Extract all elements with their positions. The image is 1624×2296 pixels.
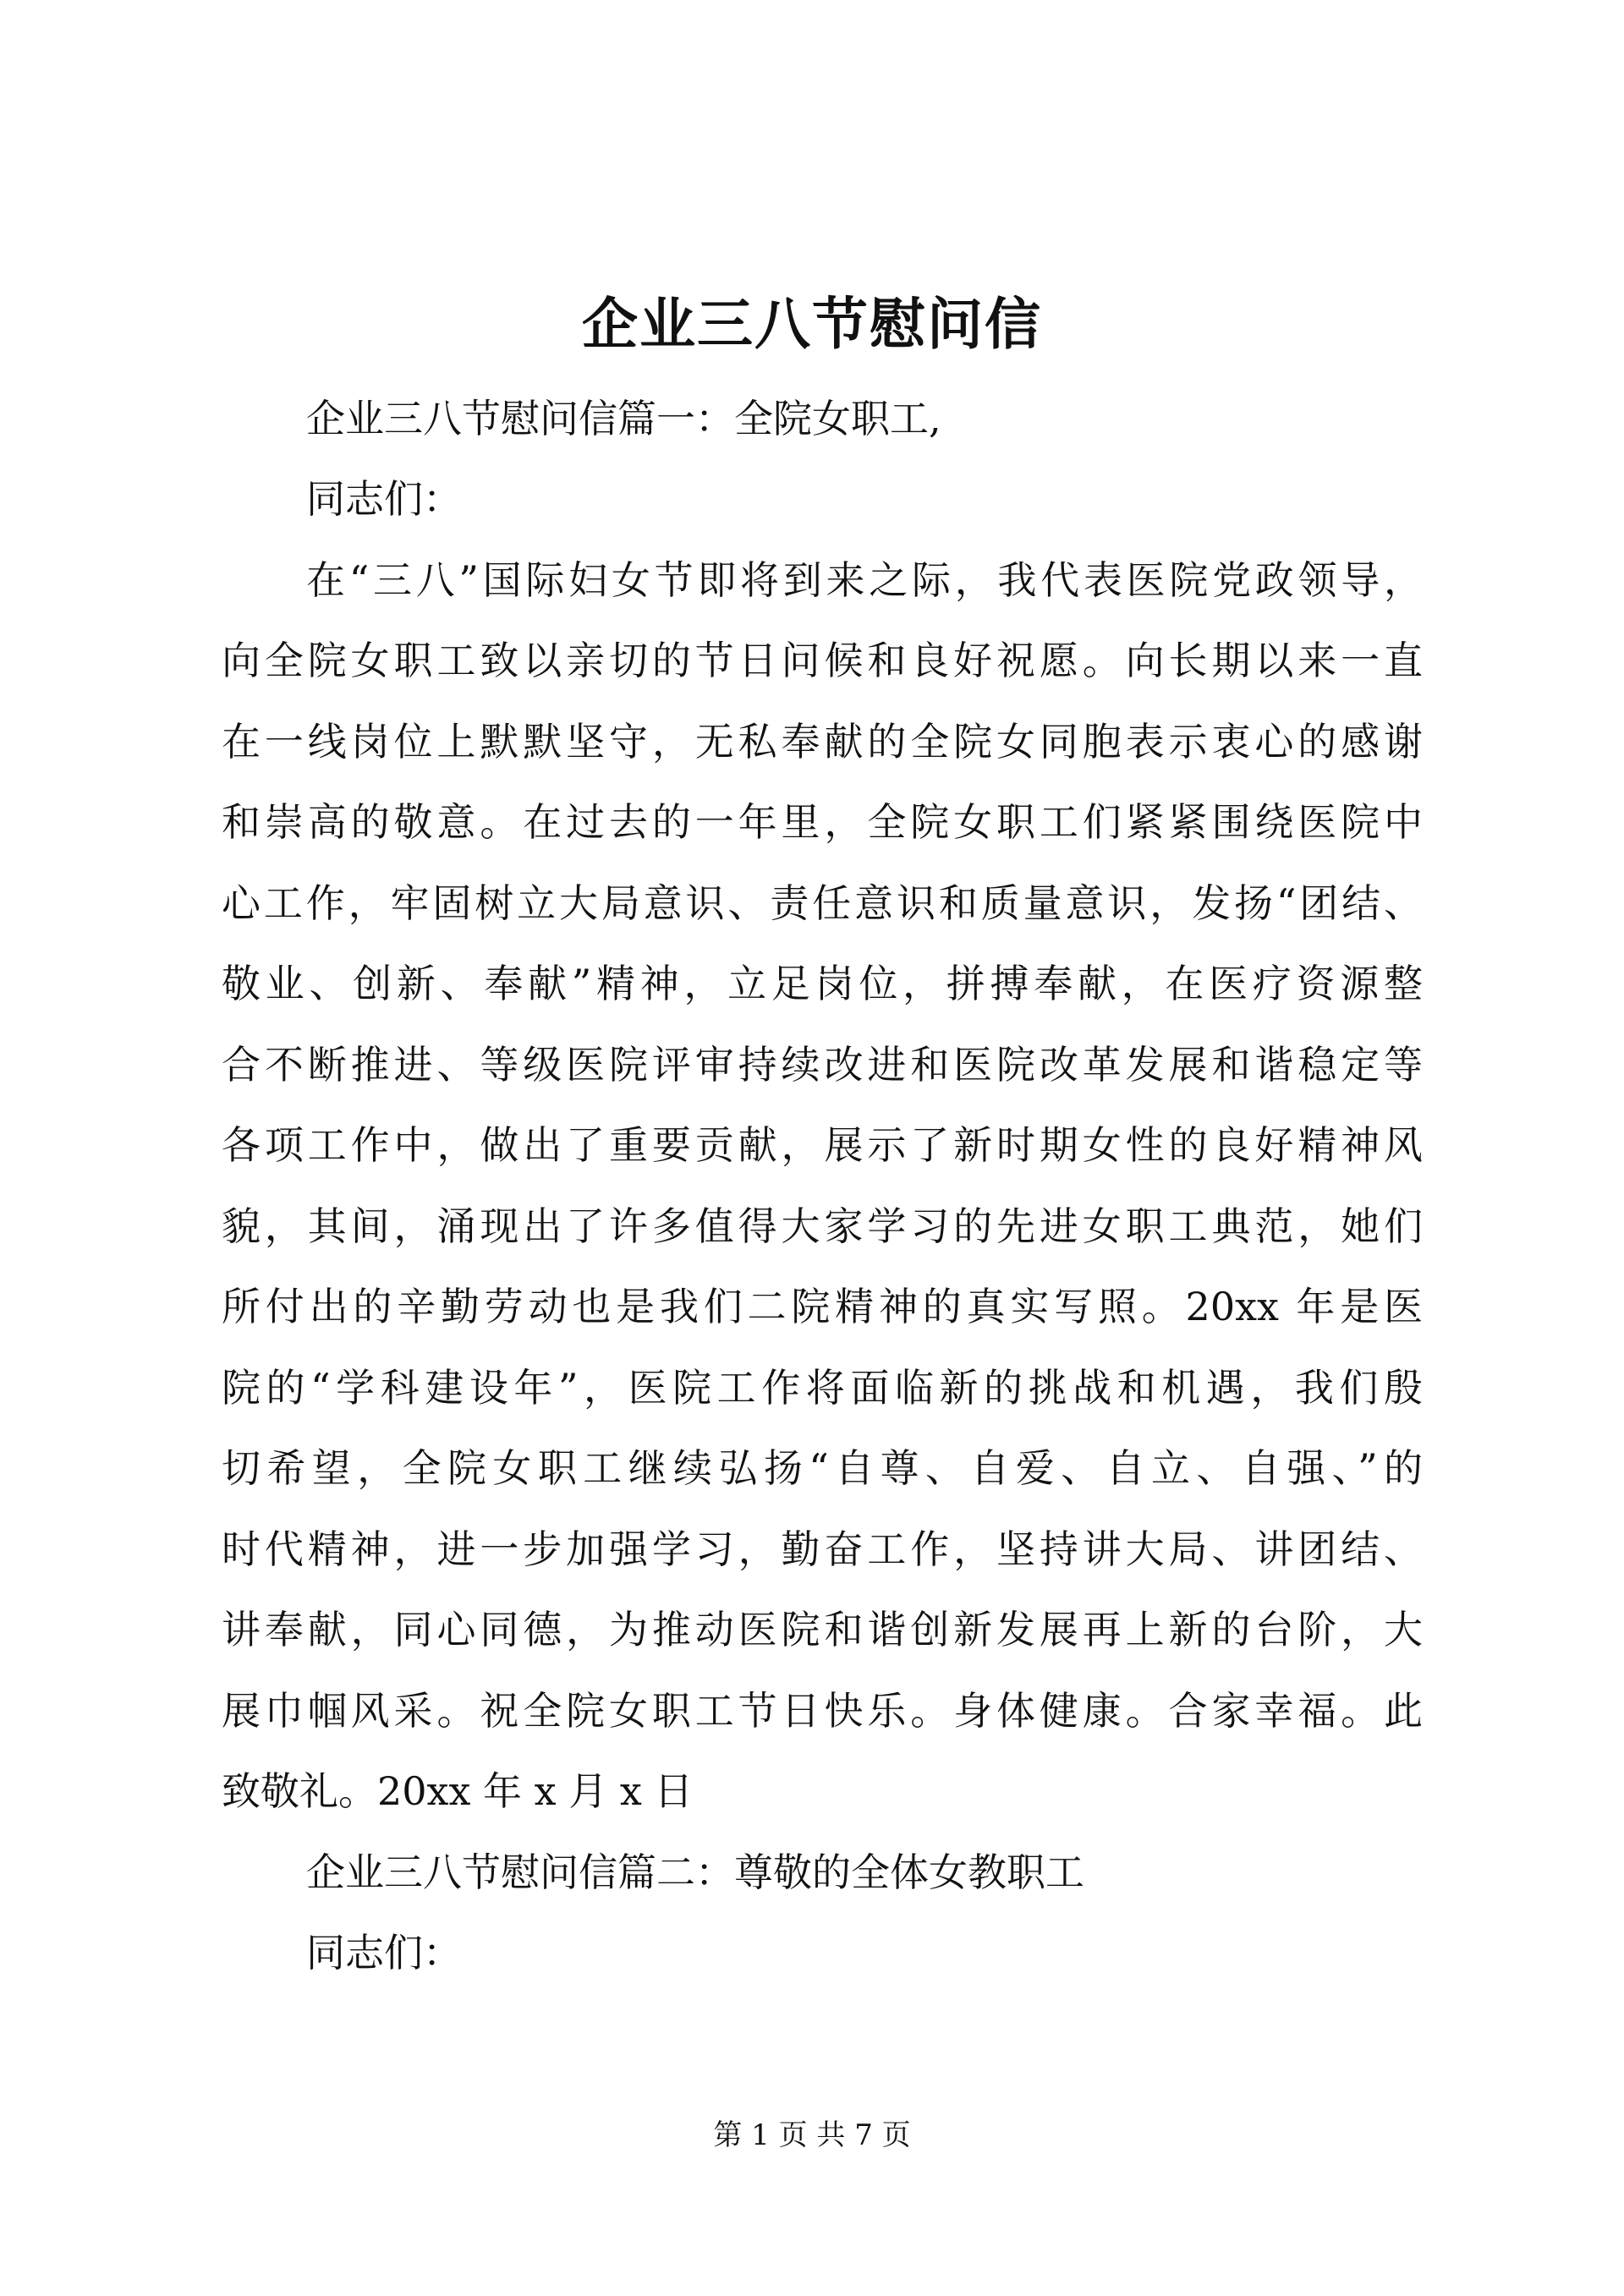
section1-body-line: 和崇高的敬意。在过去的一年里，全院女职工们紧紧围绕医院中 [222, 799, 1423, 845]
section2-heading: 企业三八节慰问信篇二：尊敬的全体女教职工 [306, 1849, 1084, 1895]
section1-body-line: 向全院女职工致以亲切的节日问候和良好祝愿。向长期以来一直 [222, 638, 1423, 683]
section1-body-line: 所付出的辛勤劳动也是我们二院精神的真实写照。20xx 年是医 [222, 1284, 1423, 1329]
section1-body-line: 切希望，全院女职工继续弘扬“自尊、自爱、自立、自强、”的 [222, 1445, 1423, 1491]
section1-body-line: 院的“学科建设年”，医院工作将面临新的挑战和机遇，我们殷 [222, 1365, 1423, 1411]
section1-body-line: 各项工作中，做出了重要贡献，展示了新时期女性的良好精神风 [222, 1122, 1423, 1168]
section1-body-line: 合不断推进、等级医院评审持续改进和医院改革发展和谐稳定等 [222, 1042, 1423, 1088]
section1-body-line: 貌，其间，涌现出了许多值得大家学习的先进女职工典范，她们 [222, 1203, 1423, 1249]
section1-body-line: 心工作，牢固树立大局意识、责任意识和质量意识，发扬“团结、 [222, 880, 1423, 926]
section1-body-line: 在一线岗位上默默坚守，无私奉献的全院女同胞表示衷心的感谢 [222, 719, 1423, 764]
page-number-footer: 第 1 页 共 7 页 [713, 2118, 911, 2152]
section1-body-line: 讲奉献，同心同德，为推动医院和谐创新发展再上新的台阶，大 [222, 1607, 1423, 1652]
section1-body-line: 时代精神，进一步加强学习，勤奋工作，坚持讲大局、讲团结、 [222, 1526, 1423, 1572]
document-title: 企业三八节慰问信 [582, 291, 1042, 357]
section1-salutation: 同志们： [306, 476, 462, 522]
section1-body-line: 敬业、创新、奉献”精神，立足岗位，拼搏奉献，在医疗资源整 [222, 961, 1423, 1006]
section1-body-line: 致敬礼。20xx 年 x 月 x 日 [222, 1768, 694, 1814]
section1-body-line: 在“三八”国际妇女节即将到来之际，我代表医院党政领导， [306, 557, 1423, 603]
section1-heading: 企业三八节慰问信篇一：全院女职工, [306, 396, 941, 441]
section2-salutation: 同志们： [306, 1930, 462, 1975]
section1-body-line: 展巾帼风采。祝全院女职工节日快乐。身体健康。合家幸福。此 [222, 1688, 1423, 1734]
